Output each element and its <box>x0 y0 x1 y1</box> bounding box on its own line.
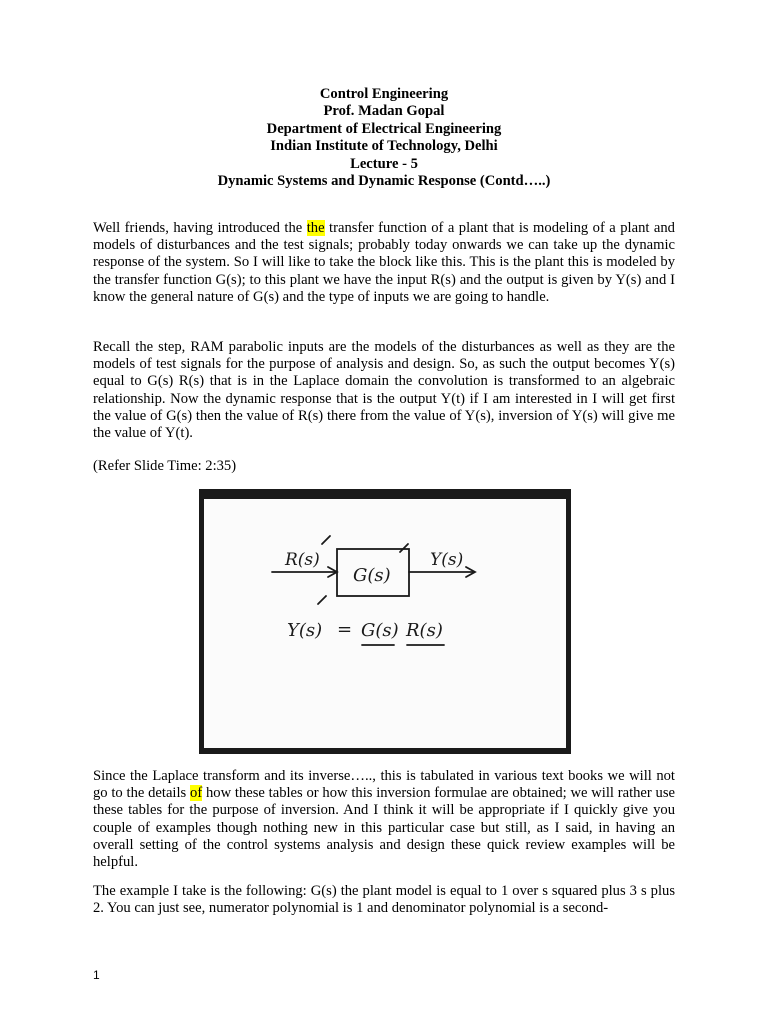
block-diagram-drawing <box>204 499 566 748</box>
equation-r: R(s) <box>406 620 443 641</box>
output-label: Y(s) <box>430 550 464 570</box>
paragraph-intro <box>93 220 675 306</box>
input-tick-mark <box>322 536 330 544</box>
lecture-topic: Dynamic Systems and Dynamic Response (Contd…..) <box>217 173 551 190</box>
slide-reference: (Refer Slide Time: 2:35) <box>93 458 237 474</box>
document-header <box>0 86 768 190</box>
paragraph-laplace-rest: how these tables or how this inversion formulae are obtained; we will rather use these tables for the purpose of inversion. And I think it will be appropriate if I quickly give you couple of examples though nothing new in this particular case but still, as I said, in having an overall setting of the control systems analysis and design these quick review examples will be helpful. <box>93 785 676 871</box>
lecture-number: Lecture - 5 <box>350 155 418 172</box>
paragraph-laplace-start: Since the Laplace transform and its inverse….., this is tabulated in various text books we will not go to the details <box>93 768 675 802</box>
department-name: Department of Electrical Engineering <box>266 120 502 137</box>
institute-name: Indian Institute of Technology, Delhi <box>270 138 498 155</box>
equation-lhs: Y(s) <box>287 620 323 641</box>
paragraph-inputs: Recall the step, RAM parabolic inputs are the models of the disturbances as well as they are the models of test signals for the purpose of analysis and design. So, as such the output becomes Y(s) equal to G(s) R(s) that is in the Laplace domain the convolution is transformed to an algebraic relationship. Now the dynamic response that is the output Y(t) if I am interested in I will get first the value of G(s) then the value of R(s) there from the value of Y(s), inversion of Y(s) will give me the value of Y(t). <box>93 339 675 442</box>
paragraph-intro-rest: transfer function of a plant that is modeling of a plant and models of disturbances and the test signals; probably today onwards we can take up the dynamic response of the system. So I will like to take the block like this. This is the plant this is modeled by the transfer function G(s); to this plant we have the input R(s) and the output is given by Y(s) and I know the general nature of G(s) and the type of inputs we are going to handle. <box>93 220 675 305</box>
highlighted-word: the <box>306 220 325 236</box>
block-label: G(s) <box>353 565 391 586</box>
professor-name: Prof. Madan Gopal <box>323 103 445 120</box>
lhs-tick-mark <box>318 596 326 604</box>
paragraph-intro-start: Well friends, having introduced the <box>93 220 307 236</box>
equation-equals: = <box>337 619 353 640</box>
whiteboard <box>204 499 566 748</box>
paragraph-laplace <box>93 768 675 871</box>
input-label: R(s) <box>285 550 320 570</box>
block-tick-mark <box>400 544 408 552</box>
equation-g: G(s) <box>361 620 399 641</box>
course-title: Control Engineering <box>319 86 449 102</box>
highlighted-word: of <box>190 785 203 802</box>
page-number: 1 <box>93 968 100 982</box>
slide-image <box>199 489 571 754</box>
paragraph-example: The example I take is the following: G(s) the plant model is equal to 1 over s squared plus 3 s plus 2. You can just see, numerator polynomial is 1 and denominator polynomial is a second- <box>93 883 675 917</box>
